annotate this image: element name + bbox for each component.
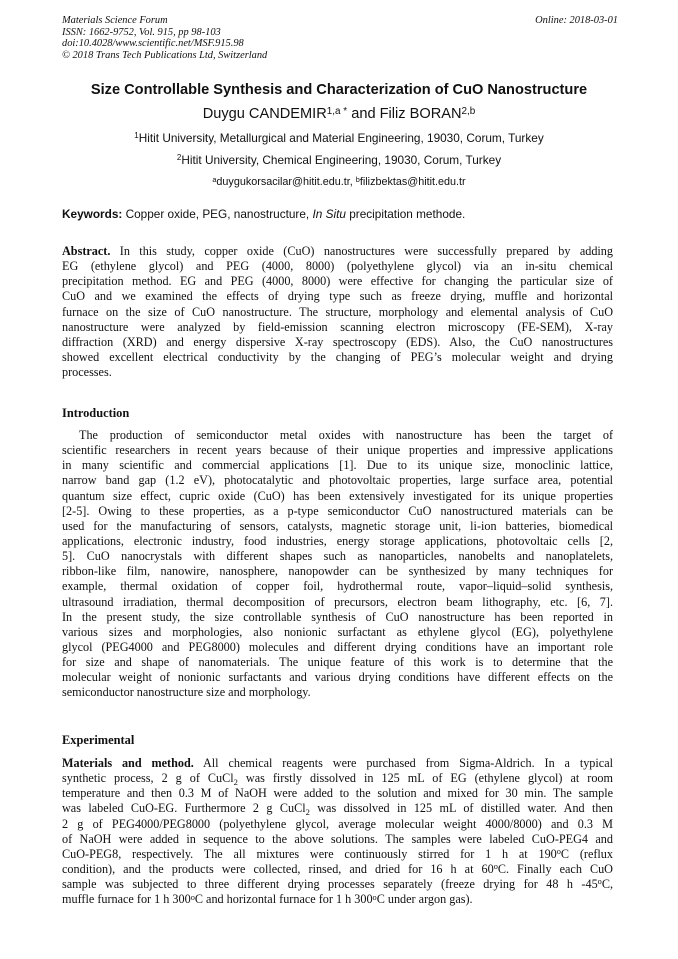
abstract-line: precipitation method. EG and PEG (4000, 8000) were effective for changing the particular size of (62, 274, 613, 289)
online-date: Online: 2018-03-01 (535, 15, 618, 26)
email-a-sup: a (212, 174, 217, 184)
affiliation-2-sup: 2 (176, 153, 182, 163)
exp-line: temperature and then 0.3 M of NaOH were added to the solution and mixed for 30 min. The sample (62, 786, 613, 801)
email-line (40, 175, 638, 189)
exp-line (62, 756, 613, 771)
author-and: and (347, 106, 380, 122)
exp-text: C (reflux (560, 846, 613, 861)
journal-name: Materials Science Forum (62, 15, 168, 26)
author-1-sup: 1,a * (326, 105, 348, 117)
abstract-text: In this study, copper oxide (CuO) nanostructures were successfully prepared by adding (110, 244, 613, 258)
abstract-line: EG (ethylene glycol) and PEG (4000, 8000) (polyethylene glycol) via an in-situ chemical (62, 259, 613, 274)
exp-text: was dissolved in 125 mL of distilled water. And then (309, 801, 613, 816)
exp-text: synthetic process, 2 g of CuCl (62, 771, 234, 786)
experimental-heading: Experimental (62, 733, 135, 747)
abstract-line: diffraction (XRD) and energy dispersive X-ray spectroscopy (EDS). Also, the CuO nanostructures (62, 334, 613, 349)
keywords-label: Keywords: (62, 207, 123, 221)
intro-line: molecular weight of nonionic surfactants and various drying conditions have different effects on the (62, 670, 613, 685)
introduction-body (62, 428, 613, 701)
author-line (40, 104, 638, 124)
exp-text: All chemical reagents were purchased from Sigma-Aldrich. In a typical (193, 756, 613, 770)
abstract-line: CuO and we examined the effects of drying type such as freeze drying, muffle and horizontal (62, 289, 613, 304)
exp-line (62, 771, 613, 786)
abstract-line: processes. (62, 365, 112, 380)
exp-line: 2 g of PEG4000/PEG8000 (polyethylene glycol, average molecular weight 4000/8000) and 0.3 M (62, 816, 613, 831)
intro-line: applications, electronic industry, food industries, energy storage applications, photovoltaic cells [2, (62, 533, 613, 548)
intro-line: used for the manufacturing of sensors, catalysts, magnetic storage unit, li-ion batteries, biomedical (62, 518, 613, 533)
author-1: Duygu CANDEMIR (202, 106, 327, 122)
intro-line: semiconductor nanostructure size and morphology. (62, 685, 311, 700)
abstract (62, 244, 613, 380)
paper-title: Size Controllable Synthesis and Characterization of CuO Nanostructure (90, 82, 588, 98)
intro-line: [2-5]. Owing to these properties, as a p-type semiconductor CuO nanostructured materials can be (62, 503, 613, 518)
subscript: 2 (305, 806, 310, 817)
exp-text: condition), and the products were collected, rinsed, and dried for 16 h at 60 (62, 861, 494, 876)
keywords-tail: precipitation methode. (345, 207, 466, 221)
keywords (62, 207, 622, 222)
exp-text: CuO-PEG8, respectively. The all mixtures were continuously stirred for 1 h at 190 (62, 846, 557, 861)
intro-line: 5]. CuO nanocrystals with different shapes such as nanoparticles, nanobelts and nanoplatelets, (62, 549, 613, 564)
affiliation-1-sup: 1 (134, 131, 139, 141)
intro-line: narrow band gap (1.2 eV), photocatalytic and photovoltaic properties, large surface area, potential (62, 473, 613, 488)
abstract-line: furnace on the size of CuO nanostructure. The structure, morphology and elemental analysis of CuO (62, 304, 613, 319)
exp-line (62, 877, 613, 892)
affiliation-1-text: Hitit University, Metallurgical and Material Engineering, 19030, Corum, Turkey (138, 131, 544, 145)
exp-text: C and horizontal furnace for 1 h 300 (194, 892, 373, 907)
keywords-text: Copper oxide, PEG, nanostructure, (122, 207, 313, 221)
email-b-sup: b (355, 174, 360, 184)
doi-line: doi:10.4028/www.scientific.net/MSF.915.98 (62, 38, 244, 50)
intro-line: in many scientific and commercial applications [1]. Due to its unique size, monoclinic lattice, (62, 458, 613, 473)
exp-text: was firstly dissolved in 125 mL of EG (ethylene glycol) at room (237, 771, 613, 786)
subscript: 2 (233, 776, 238, 787)
email-a-link[interactable]: duygukorsacilar@hitit.edu.tr, (216, 176, 356, 188)
affiliation-2 (40, 153, 638, 167)
affiliation-1 (40, 131, 638, 145)
keywords-italic: In Situ (312, 207, 346, 221)
intro-line: scientific researchers in recent years because of their unique properties and impressive applications (62, 443, 613, 458)
author-2-sup: 2,b (461, 105, 476, 117)
exp-line (62, 801, 613, 816)
author-2: Filiz BORAN (379, 106, 462, 122)
exp-text: C, (601, 877, 613, 892)
intro-line: glycol (PEG4000 and PEG8000) molecules and different drying conditions have an important role (62, 639, 613, 654)
exp-line (62, 862, 613, 877)
exp-line: of NaOH were added in sequence to the above solutions. The samples were labeled CuO-PEG4 and (62, 831, 613, 846)
email-b-link[interactable]: filizbektas@hitit.edu.tr (359, 176, 466, 188)
materials-label: Materials and method. (62, 756, 194, 770)
abstract-label: Abstract. (62, 244, 111, 258)
copyright-line: © 2018 Trans Tech Publications Ltd, Switzerland (62, 49, 268, 61)
exp-line (62, 847, 613, 862)
degree-sup: o (190, 892, 195, 902)
intro-line: The production of semiconductor metal oxides with nanostructure has been the target of (79, 428, 613, 442)
journal-header (62, 15, 618, 61)
degree-sup: o (372, 892, 377, 902)
intro-line: ribbon-like film, nanowire, nanosphere, nanopowder can be synthesized by many techniques for (62, 564, 613, 579)
intro-line: example, thermal oxidation of copper foil, hydrothermal route, vapor–liquid–solid synthesis, (62, 579, 613, 594)
abstract-line: showed excellent electrical conductivity by the changing of PEG’s molecular weight and drying (62, 349, 613, 364)
exp-line (62, 892, 613, 907)
intro-line: quantum size effect, cupric oxide (CuO) has been extensively investigated for its unique properties (62, 488, 613, 503)
degree-sup: o (597, 877, 602, 887)
exp-text: sample was subjected to three different drying processes separately (freeze drying for 48 h -45 (62, 877, 598, 892)
affiliation-2-text: Hitit University, Chemical Engineering, 19030, Corum, Turkey (181, 153, 502, 167)
intro-line: for size and shape of nanomaterials. The unique feature of this work is to determine that the (62, 655, 613, 670)
abstract-line: nanostructure were analyzed by field-emission scanning electron microscopy (FE-SEM), X-ray (62, 319, 613, 334)
intro-line: various sizes and morphologies, also nonionic surfactant as ethylene glycol (EG), polyethylene (62, 624, 613, 639)
exp-text: muffle furnace for 1 h 300 (62, 892, 191, 907)
exp-text: C. Finally each CuO (497, 861, 613, 876)
intro-line: In the present study, the size controllable synthesis of CuO nanostructure has been reported in (62, 609, 613, 624)
abstract-line (62, 244, 613, 259)
exp-text: was labeled CuO-EG. Furthermore 2 g CuCl (62, 801, 306, 816)
degree-sup: o (493, 862, 498, 872)
experimental-body (62, 756, 613, 907)
introduction-heading: Introduction (62, 406, 130, 420)
intro-line: ultrasound irradiation, thermal decomposition of precursors, electron beam lithography, etc. [6, 7]. (62, 594, 613, 609)
issn-line: ISSN: 1662-9752, Vol. 915, pp 98-103 (62, 26, 221, 38)
exp-text: C under argon gas). (376, 892, 473, 907)
degree-sup: o (556, 847, 561, 857)
